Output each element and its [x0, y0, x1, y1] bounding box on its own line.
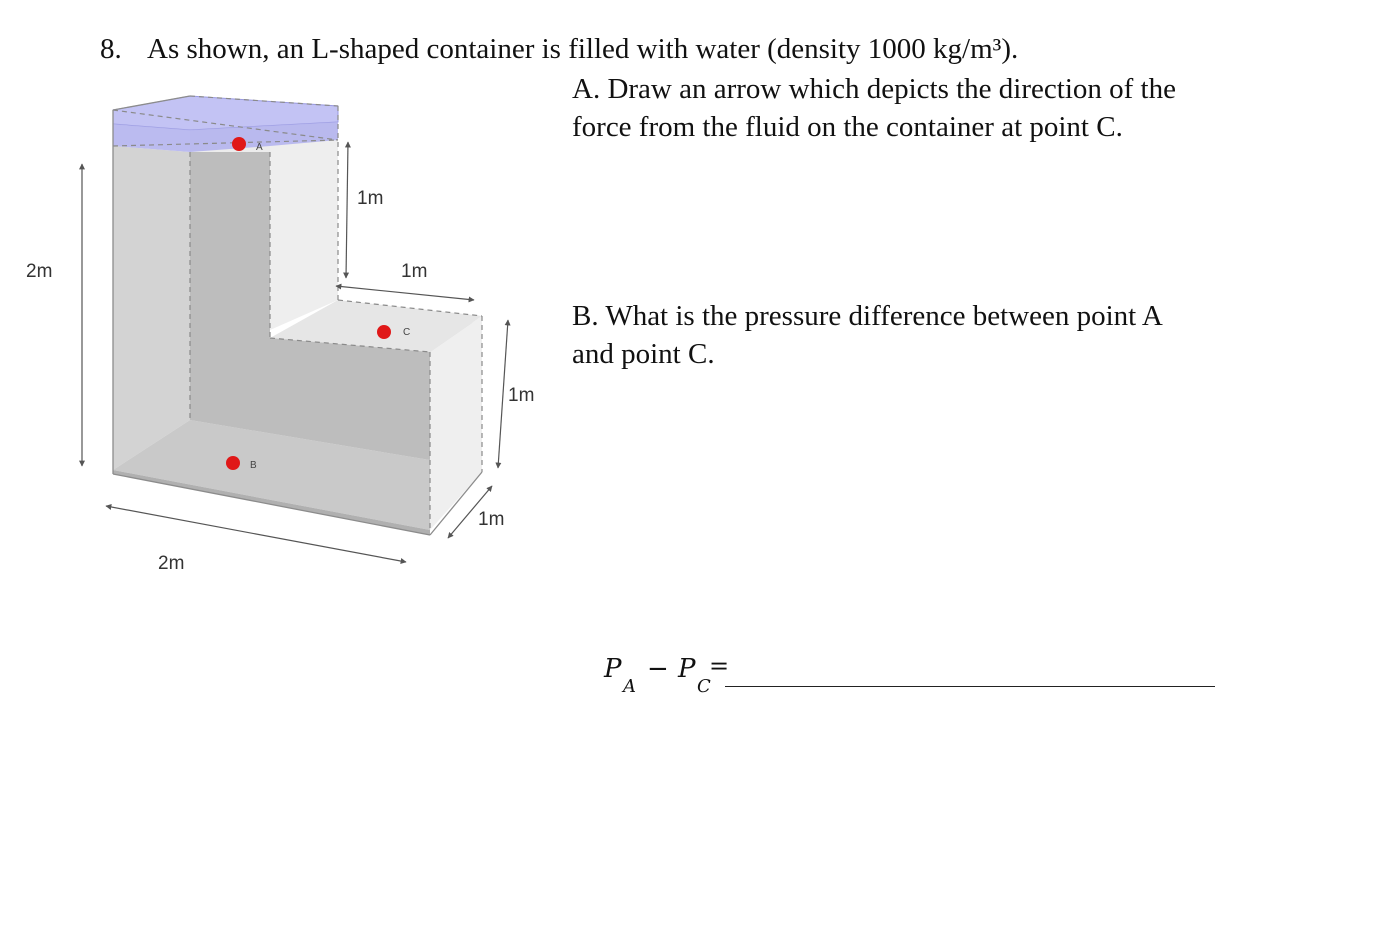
point-c-marker [377, 325, 391, 339]
part-b-line-2: and point C. [572, 338, 715, 370]
l-shaped-container-diagram [0, 0, 560, 600]
part-b-line-1: B. What is the pressure difference between point A [572, 300, 1163, 332]
part-a-line-2: force from the fluid on the container at point C. [572, 111, 1123, 143]
dimension-total-height: 2m [26, 261, 53, 282]
dimension-depth: 1m [478, 509, 505, 530]
part-b [572, 297, 1252, 373]
question-number: 8. [100, 33, 122, 65]
pressure-symbol-a: P [604, 654, 622, 684]
dimension-upper-height: 1m [357, 188, 384, 209]
pressure-difference-answer [600, 652, 1220, 702]
part-a-line-1: A. Draw an arrow which depicts the direction of the [572, 73, 1176, 105]
point-a-label: A [256, 142, 263, 153]
pressure-subscript-a: A [623, 676, 636, 697]
point-b-marker [226, 456, 240, 470]
part-a [572, 70, 1252, 146]
point-b-label: B [250, 460, 257, 471]
pressure-symbol-c: P [678, 654, 696, 684]
point-a-marker [232, 137, 246, 151]
question-text: As shown, an L-shaped container is filled with water (density 1000 kg/m³). [147, 33, 1019, 65]
point-c-label: C [403, 327, 411, 338]
dimension-step-height: 1m [508, 385, 535, 406]
dimension-base-length: 2m [158, 553, 185, 574]
equals-sign: = [709, 652, 730, 680]
container-step-right-side [430, 316, 482, 530]
pressure-subscript-c: C [697, 676, 711, 697]
minus-sign: − [647, 654, 669, 684]
dimension-step-width: 1m [401, 261, 428, 282]
container-right-column-face [270, 140, 338, 330]
container-left-front-panel [113, 146, 190, 470]
answer-blank-line[interactable] [725, 686, 1215, 687]
